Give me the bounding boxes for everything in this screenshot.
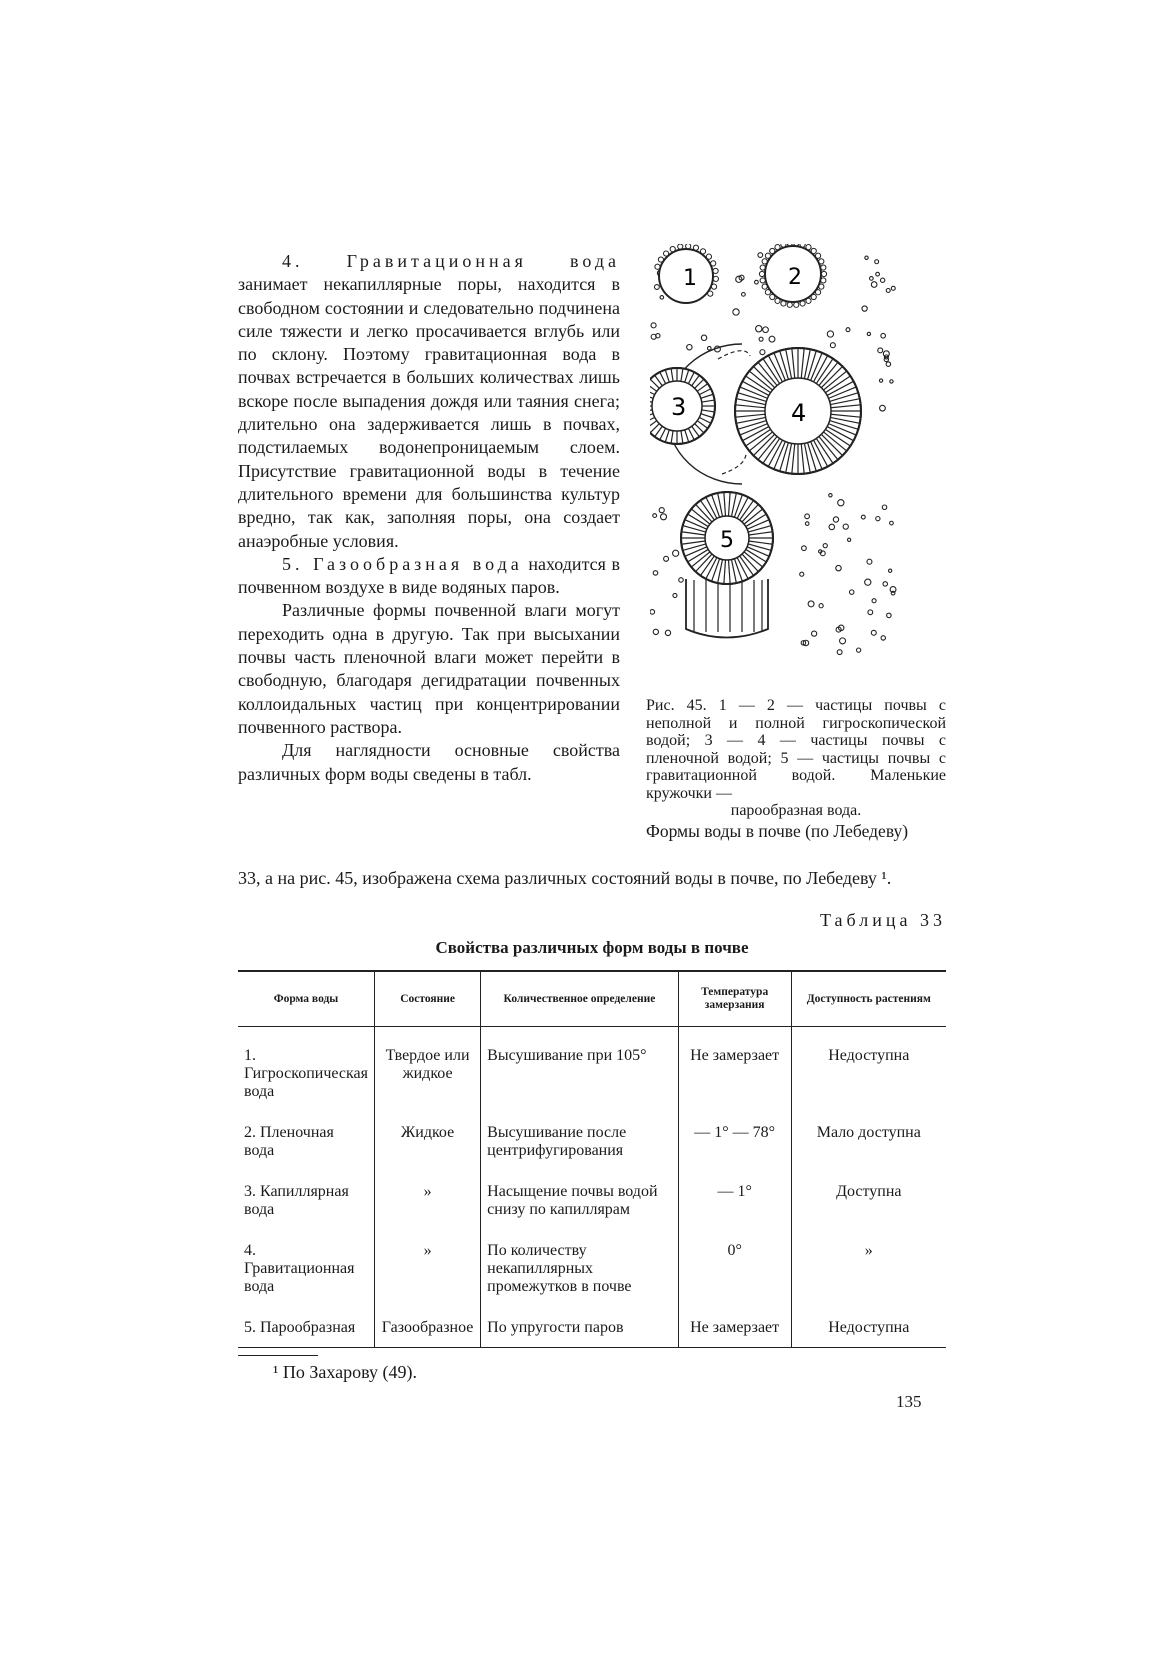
cell-freezing: 0° bbox=[678, 1237, 791, 1314]
cell-freezing: — 1° — 78° bbox=[678, 1119, 791, 1178]
paragraph-gaseous-water: 5. Газообразная вода находится в почвенном воздухе в виде водяных паров. bbox=[238, 553, 620, 598]
label-2: 2 bbox=[788, 265, 802, 290]
cell-state: Газообразное bbox=[375, 1314, 481, 1348]
cell-freezing: Не замерзает bbox=[678, 1314, 791, 1348]
particle-4 bbox=[718, 348, 861, 474]
main-text-column bbox=[238, 250, 620, 786]
header-state: Состояние bbox=[375, 971, 481, 1027]
figure-full-title: Формы воды в почве (по Лебедеву) bbox=[646, 821, 909, 841]
cell-method: По упругости паров bbox=[481, 1314, 679, 1348]
cell-state: » bbox=[375, 1178, 481, 1237]
cell-freezing: — 1° bbox=[678, 1178, 791, 1237]
cell-form: 1. Гигроскопическая вода bbox=[244, 1047, 368, 1100]
cell-method: Высушивание после центрифугирования bbox=[481, 1119, 679, 1178]
header-quantitative: Количественное определение bbox=[481, 971, 679, 1027]
cell-form: 5. Парообразная bbox=[238, 1314, 375, 1348]
cell-form: 3. Капиллярная вода bbox=[244, 1183, 349, 1218]
label-1: 1 bbox=[683, 266, 697, 291]
label-5: 5 bbox=[720, 528, 734, 553]
cell-availability: Мало доступна bbox=[791, 1119, 946, 1178]
header-form: Форма воды bbox=[238, 971, 375, 1027]
cell-state: Жидкое bbox=[375, 1119, 481, 1178]
cell-method: Высушивание при 105° bbox=[481, 1027, 679, 1120]
particle-5 bbox=[681, 492, 773, 638]
cell-state: » bbox=[375, 1237, 481, 1314]
paragraph-gravitational-water: 4. Гравитационная вода занимает некапиллярные поры, находится в свободном состоянии и следовательно подчинена силе тяжести и легко просачивается вглубь или по склону. Поэтому гравитационная вода в почвах встречается в больших количествах лишь вскоре после выпадения дождя или таяния снега; длительно она задерживается лишь в почвах, подстилаемых водонепроницаемым слоем. Присутствие гравитационной воды в течение длительного времени для большинства культур вредно, так как, заполняя поры, она создает анаэробные условия. bbox=[238, 251, 620, 551]
table-title: Свойства различных форм воды в почве bbox=[435, 938, 749, 957]
header-availability: Доступность растениям bbox=[791, 971, 946, 1027]
particle-3 bbox=[650, 344, 742, 484]
cell-availability: » bbox=[791, 1237, 946, 1314]
table-row bbox=[238, 1314, 946, 1348]
footnote-divider bbox=[238, 1355, 318, 1356]
water-forms-table bbox=[238, 970, 946, 1348]
cell-freezing: Не замерзает bbox=[678, 1027, 791, 1120]
page-number: 135 bbox=[896, 1392, 922, 1411]
cell-method: Насыщение почвы водой снизу по капиллярам bbox=[481, 1178, 679, 1237]
table-row bbox=[238, 1178, 946, 1237]
cell-method: По количеству некапиллярных промежутков в почве bbox=[481, 1237, 679, 1314]
table-row bbox=[238, 1237, 946, 1314]
particle-1 bbox=[655, 244, 719, 303]
figure-45-soil-water-diagram bbox=[650, 244, 950, 684]
particle-2 bbox=[759, 244, 826, 307]
figure-caption: Рис. 45. 1 — 2 — частицы почвы с неполной и полной гигроскопической водой; 3 — 4 — частицы почвы с пленочной водой; 5 — частицы почвы с гравитационной водой. Маленькие кружочки — парообразная вода. bbox=[646, 697, 946, 819]
paragraph-overview-continued: 33, а на рис. 45, изображена схема различных состояний воды в почве, по Лебедеву ¹. bbox=[238, 868, 892, 888]
heading-gravitational-water: 4. Гравитационная вода bbox=[282, 251, 620, 271]
header-freezing: Температура замерзания bbox=[678, 971, 791, 1027]
cell-availability: Доступна bbox=[791, 1178, 946, 1237]
table-label: Таблица 33 bbox=[820, 910, 946, 930]
table-header-row bbox=[238, 971, 946, 1027]
cell-form: 4. Гравитационная вода bbox=[244, 1242, 355, 1295]
label-4: 4 bbox=[791, 399, 807, 427]
cell-availability: Недоступна bbox=[791, 1027, 946, 1120]
table-row bbox=[238, 1119, 946, 1178]
heading-gaseous-water: 5. Газообразная вода bbox=[282, 553, 523, 574]
footnote: ¹ По Захарову (49). bbox=[273, 1362, 418, 1382]
paragraph-overview: Для наглядности основные свойства различных форм воды сведены в табл. bbox=[238, 740, 620, 784]
paragraph-transitions: Различные формы почвенной влаги могут переходить одна в другую. Так при высыхании почвы часть пленочной влаги может перейти в свободную, благодаря дегидратации почвенных коллоидальных частиц при концентрировании почвенного раствора. bbox=[238, 600, 620, 737]
label-3: 3 bbox=[671, 393, 687, 421]
table-row bbox=[238, 1027, 946, 1120]
cell-state: Твердое или жидкое bbox=[375, 1027, 481, 1120]
cell-form: 2. Пленочная вода bbox=[244, 1124, 334, 1159]
cell-availability: Недоступна bbox=[791, 1314, 946, 1348]
